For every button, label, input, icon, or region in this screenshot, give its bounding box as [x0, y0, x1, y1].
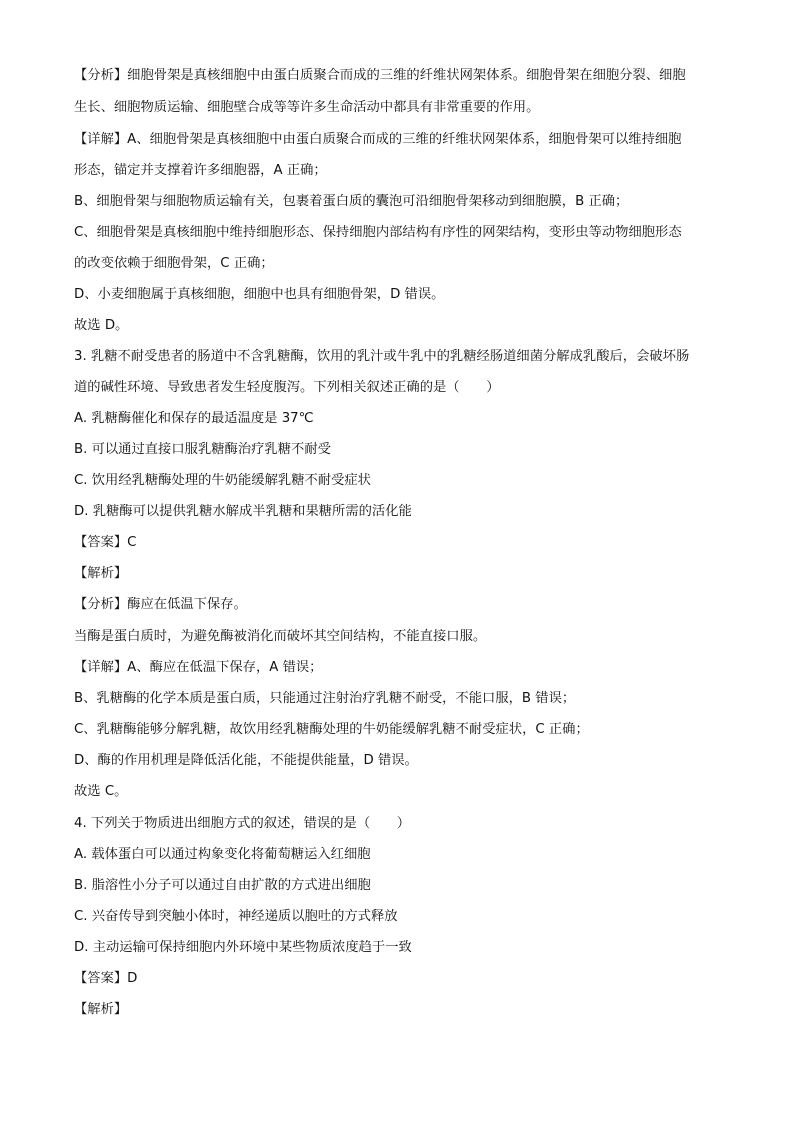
text-line: 生长、细胞物质运输、细胞壁合成等等许多生命活动中都具有非常重要的作用。: [74, 100, 540, 115]
option-b: B. 可以通过直接口服乳糖酶治疗乳糖不耐受: [74, 442, 331, 457]
text-line: C、细胞骨架是真核细胞中维持细胞形态、保持细胞内部结构有序性的网架结构，变形虫等动物细胞形态: [74, 225, 682, 240]
text-line: 【详解】A、酶应在低温下保存，A 错误；: [74, 660, 323, 675]
answer-label: 【答案】D: [74, 971, 138, 986]
text-line: 当酶是蛋白质时，为避免酶被消化而破坏其空间结构，不能直接口服。: [74, 629, 487, 644]
option-d: D. 乳糖酶可以提供乳糖水解成半乳糖和果糖所需的活化能: [74, 504, 412, 519]
text-line: 【分析】酶应在低温下保存。: [74, 597, 247, 612]
text-line: 形态，锚定并支撑着许多细胞器，A 正确；: [74, 163, 327, 178]
analysis-label: 【解析】: [74, 566, 128, 581]
question-stem: 道的碱性环境、导致患者发生轻度腹泻。下列相关叙述正确的是（ ）: [74, 380, 500, 395]
text-line: B、乳糖酶的化学本质是蛋白质，只能通过注射治疗乳糖不耐受，不能口服，B 错误；: [74, 691, 576, 706]
text-line: 故选 C。: [74, 784, 128, 799]
option-c: C. 饮用经乳糖酶处理的牛奶能缓解乳糖不耐受症状: [74, 473, 371, 488]
text-line: D、酶的作用机理是降低活化能，不能提供能量，D 错误。: [74, 753, 418, 768]
text-line: C、乳糖酶能够分解乳糖，故饮用经乳糖酶处理的牛奶能缓解乳糖不耐受症状，C 正确；: [74, 722, 589, 737]
analysis-label: 【解析】: [74, 1002, 128, 1017]
option-a: A. 载体蛋白可以通过构象变化将葡萄糖运入红细胞: [74, 847, 371, 862]
text-line: D、小麦细胞属于真核细胞，细胞中也具有细胞骨架，D 错误。: [74, 287, 445, 302]
question-stem: 4. 下列关于物质进出细胞方式的叙述，错误的是（ ）: [74, 816, 411, 831]
option-c: C. 兴奋传导到突触小体时，神经递质以胞吐的方式释放: [74, 909, 398, 924]
option-b: B. 脂溶性小分子可以通过自由扩散的方式进出细胞: [74, 878, 371, 893]
text-line: B、细胞骨架与细胞物质运输有关，包裹着蛋白质的囊泡可沿细胞骨架移动到细胞膜，B 正确；: [74, 194, 629, 209]
question-stem: 3. 乳糖不耐受患者的肠道中不含乳糖酶，饮用的乳汁或牛乳中的乳糖经肠道细菌分解成乳酸后，会破坏肠: [74, 349, 690, 364]
option-d: D. 主动运输可保持细胞内外环境中某些物质浓度趋于一致: [74, 940, 412, 955]
text-line: 的改变依赖于细胞骨架，C 正确；: [74, 256, 274, 271]
text-line: 【详解】A、细胞骨架是真核细胞中由蛋白质聚合而成的三维的纤维状网架体系，细胞骨架可以维持细胞: [74, 132, 682, 147]
answer-label: 【答案】C: [74, 535, 137, 550]
text-line: 故选 D。: [74, 318, 129, 333]
text-line: 【分析】细胞骨架是真核细胞中由蛋白质聚合而成的三维的纤维状网架体系。细胞骨架在细胞分裂、细胞: [74, 68, 686, 83]
option-a: A. 乳糖酶催化和保存的最适温度是 37℃: [74, 411, 314, 426]
